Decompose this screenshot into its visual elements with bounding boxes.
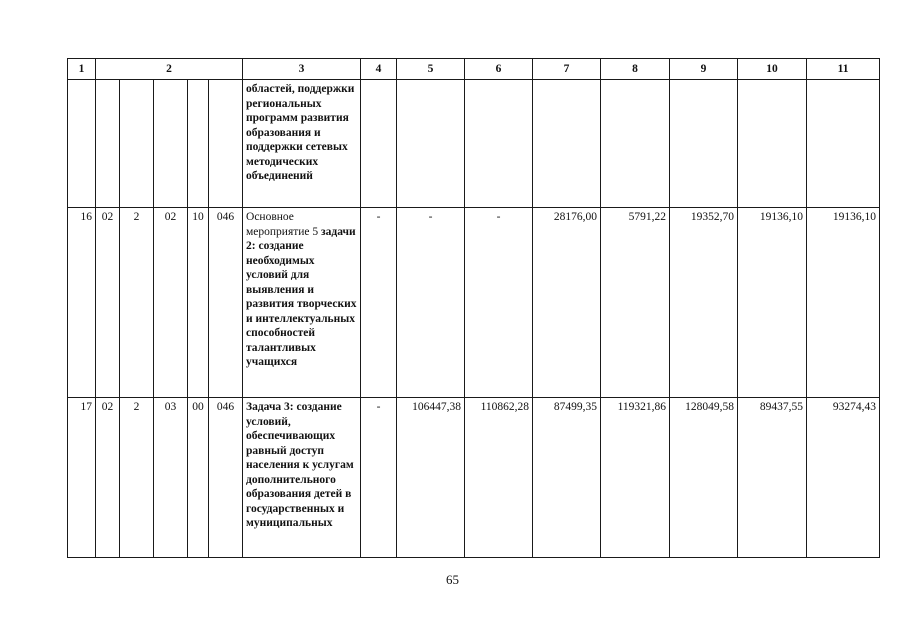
page-number: 65 <box>446 572 459 587</box>
header-cell: 9 <box>670 59 738 80</box>
table-row <box>68 398 880 558</box>
code-cell: 2 <box>120 208 154 398</box>
header-cell: 6 <box>465 59 533 80</box>
value-cell: - <box>361 208 397 398</box>
header-cell: 4 <box>361 59 397 80</box>
code-cell: 10 <box>188 208 209 398</box>
row-number: 16 <box>68 208 96 398</box>
header-cell: 3 <box>243 59 361 80</box>
value-cell: 110862,28 <box>465 398 533 558</box>
description-rest: задачи 2: создание необходимых условий для выявления и развития творческих и интеллектуальных способностей талантливых учащихся <box>246 225 357 368</box>
code-cell: 02 <box>154 208 188 398</box>
description-cell: Задача 3: создание условий, обеспечивающих равный доступ населения к услугам дополнительного образования детей в государственных и муниципальных <box>243 398 361 558</box>
description-cell <box>243 208 361 398</box>
code-cell: 02 <box>96 208 120 398</box>
code-cell: 03 <box>154 398 188 558</box>
value-cell: 28176,00 <box>533 208 601 398</box>
table-row-continuation <box>68 80 880 208</box>
value-cell: 19136,10 <box>738 208 807 398</box>
row-number: 17 <box>68 398 96 558</box>
header-cell: 11 <box>807 59 880 80</box>
header-cell: 7 <box>533 59 601 80</box>
description-second-line: мероприятие 5 <box>246 225 319 238</box>
table-row <box>68 208 880 398</box>
header-cell: 1 <box>68 59 96 80</box>
description-cell: областей, поддержки региональных программ развития образования и поддержки сетевых методических объединений <box>243 80 361 208</box>
header-cell: 10 <box>738 59 807 80</box>
value-cell: - <box>361 398 397 558</box>
value-cell: 89437,55 <box>738 398 807 558</box>
header-cell: 5 <box>397 59 465 80</box>
value-cell: 5791,22 <box>601 208 670 398</box>
value-cell: - <box>397 208 465 398</box>
description-first-line: Основное <box>246 211 294 223</box>
value-cell: - <box>465 208 533 398</box>
value-cell: 106447,38 <box>397 398 465 558</box>
code-cell: 046 <box>209 208 243 398</box>
value-cell: 19136,10 <box>807 208 880 398</box>
value-cell: 19352,70 <box>670 208 738 398</box>
code-cell: 046 <box>209 398 243 558</box>
code-cell: 02 <box>96 398 120 558</box>
value-cell: 93274,43 <box>807 398 880 558</box>
code-cell: 2 <box>120 398 154 558</box>
value-cell: 87499,35 <box>533 398 601 558</box>
header-row <box>68 59 880 80</box>
value-cell: 128049,58 <box>670 398 738 558</box>
code-cell: 00 <box>188 398 209 558</box>
header-cell: 2 <box>96 59 243 80</box>
budget-table <box>67 58 880 558</box>
header-cell: 8 <box>601 59 670 80</box>
value-cell: 119321,86 <box>601 398 670 558</box>
